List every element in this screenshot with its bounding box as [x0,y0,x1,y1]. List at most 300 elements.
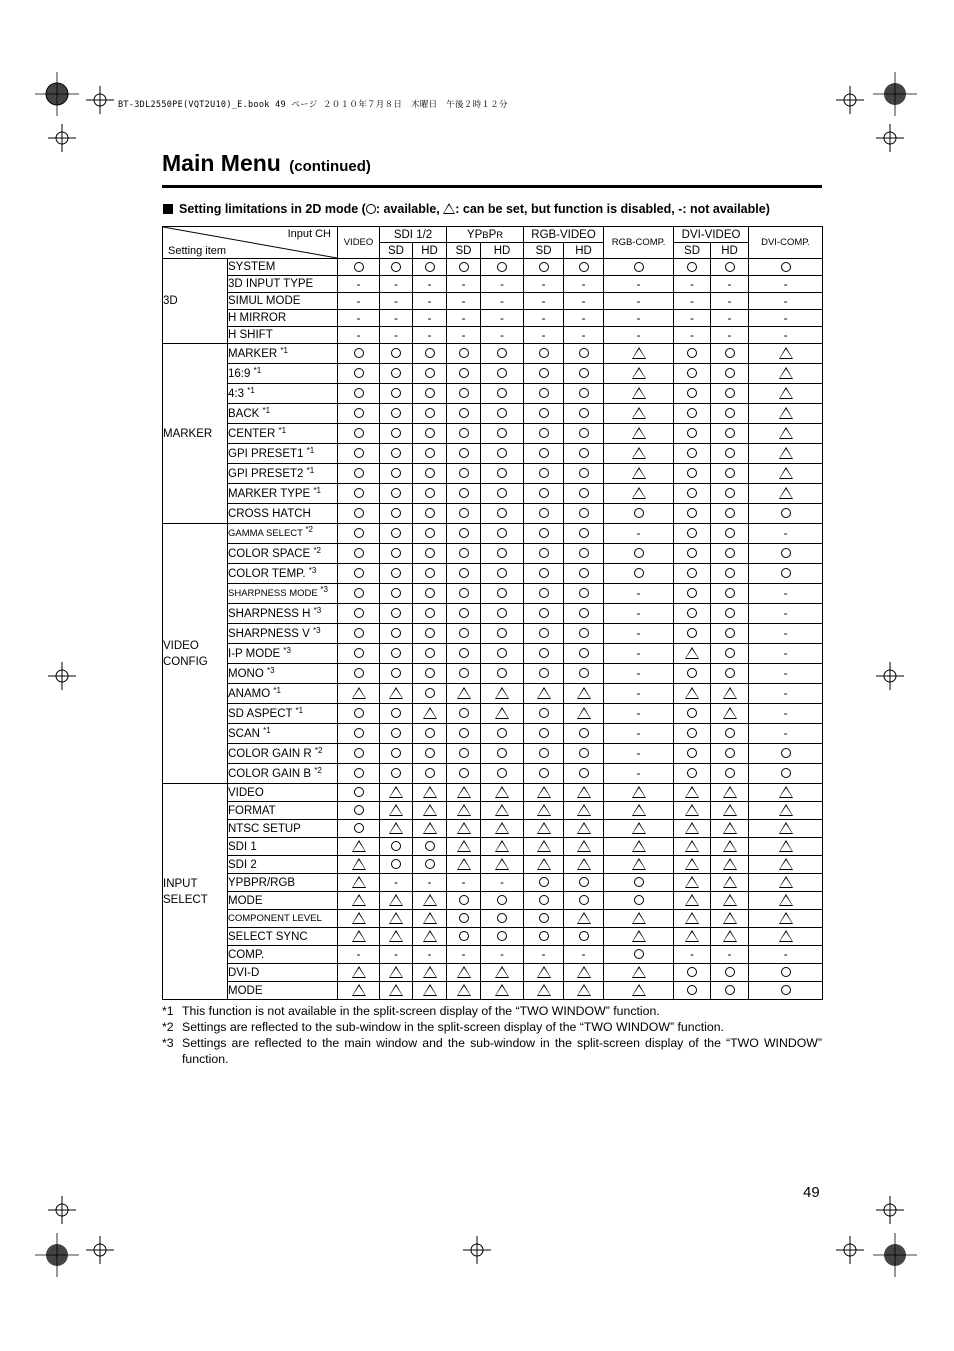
cell-value [447,820,481,838]
circle-available-icon [539,448,549,458]
cell-value [524,310,564,327]
group-label: VIDEO CONFIG [163,524,228,784]
cell-value [564,820,604,838]
circle-available-icon [579,668,589,678]
cell-value [413,964,447,982]
table-row [163,802,823,820]
not-available-dash: - [636,666,641,681]
cell-value [413,524,447,544]
table-row [163,293,823,310]
cell-value [524,982,564,1000]
cell-value [674,544,711,564]
circle-available-icon [425,388,435,398]
table-row [163,424,823,444]
circle-available-icon [497,448,507,458]
cell-value [447,504,481,524]
cell-value [749,327,823,344]
not-available-dash: - [783,947,788,962]
cell-value [564,364,604,384]
cell-value [564,784,604,802]
cell-value [674,664,711,684]
triangle-disabled-icon [389,687,403,699]
circle-available-icon [539,668,549,678]
cell-value [524,946,564,964]
cell-value [380,982,413,1000]
circle-available-icon [579,348,589,358]
cell-value [380,910,413,928]
circle-available-icon [725,728,735,738]
circle-available-icon [725,388,735,398]
setting-item-label: 4:3 [228,387,244,400]
cell-value [413,310,447,327]
cell-value [604,504,674,524]
setting-item-label: SDI 2 [228,858,257,871]
setting-item [228,964,338,982]
circle-available-icon [354,548,364,558]
cell-value [604,928,674,946]
circle-available-icon [354,262,364,272]
cell-value [447,784,481,802]
circle-available-icon [497,628,507,638]
circle-available-icon [391,428,401,438]
cell-value [413,444,447,464]
circle-available-icon [354,648,364,658]
not-available-dash: - [461,293,466,308]
circle-available-icon [391,262,401,272]
cell-value [711,644,749,664]
setting-item [228,464,338,484]
circle-available-icon [634,568,644,578]
cell-value [413,874,447,892]
not-available-dash: - [500,947,505,962]
circle-available-icon [579,568,589,578]
circle-available-icon [459,668,469,678]
cell-value [749,259,823,276]
crosshair-target-icon [48,1196,76,1224]
footnote-mark: *3 [162,1036,174,1050]
cell-value [524,504,564,524]
table-row [163,644,823,664]
cell-value [413,664,447,684]
triangle-disabled-icon [352,912,366,924]
sub-sd: SD [524,243,564,259]
setting-item [228,664,338,684]
triangle-disabled-icon [779,894,793,906]
cell-value [604,764,674,784]
crosshair-target-icon [48,124,76,152]
not-available-dash: - [783,706,788,721]
table-row [163,928,823,946]
cell-value [604,344,674,364]
circle-available-icon [725,967,735,977]
cell-value [711,744,749,764]
footnote-ref: *1 [295,705,304,715]
cell-value [749,293,823,310]
circle-available-icon [459,368,469,378]
cell-value [380,624,413,644]
cell-value [564,946,604,964]
triangle-disabled-icon [685,822,699,834]
setting-item-label: FORMAT [228,804,276,817]
cell-value [481,802,524,820]
title-rule [162,185,822,188]
not-available-dash: - [541,293,546,308]
cell-value [749,802,823,820]
cell-value [338,464,380,484]
cell-value [380,664,413,684]
footnote-ref: *1 [253,365,262,375]
cell-value [604,892,674,910]
table-row [163,892,823,910]
cell-value [447,524,481,544]
circle-available-icon [687,528,697,538]
setting-item-label: SD ASPECT [228,707,293,720]
cell-value [604,820,674,838]
cell-value [481,344,524,364]
setting-item [228,764,338,784]
cell-value [564,327,604,344]
cell-value [711,384,749,404]
table-row [163,982,823,1000]
cell-value [711,838,749,856]
triangle-disabled-icon [352,894,366,906]
cell-value [338,892,380,910]
triangle-disabled-icon [632,367,646,379]
circle-available-icon [687,368,697,378]
triangle-disabled-icon [685,786,699,798]
circle-available-icon [539,368,549,378]
cell-value [481,684,524,704]
circle-available-icon [425,508,435,518]
cell-value [413,344,447,364]
circle-available-icon [459,568,469,578]
cell-value [564,464,604,484]
cell-value [413,604,447,624]
not-available-dash: - [636,310,641,325]
setting-item [228,838,338,856]
triangle-disabled-icon [779,930,793,942]
cell-value [564,892,604,910]
footnote-ref: *2 [313,545,321,555]
triangle-disabled-icon [685,930,699,942]
triangle-disabled-icon [685,894,699,906]
circle-available-icon [459,448,469,458]
setting-item-label: GPI PRESET2 [228,467,304,480]
col-ypbpr [447,227,524,243]
circle-available-icon [459,508,469,518]
circle-available-icon [391,708,401,718]
cell-value [711,784,749,802]
cell-value [413,504,447,524]
cell-value [711,344,749,364]
cell-value [564,644,604,664]
footnote-ref: *3 [308,565,317,575]
circle-available-icon [781,768,791,778]
circle-available-icon [725,588,735,598]
not-available-dash: - [783,526,788,541]
cell-value [749,424,823,444]
circle-available-icon [425,548,435,558]
circle-available-icon [725,748,735,758]
table-row [163,584,823,604]
cell-value [604,724,674,744]
circle-available-icon [425,859,435,869]
circle-available-icon [459,348,469,358]
cell-value [413,544,447,564]
cell-value [674,684,711,704]
cell-value [674,293,711,310]
triangle-disabled-icon [632,387,646,399]
cell-value [338,327,380,344]
circle-available-icon [425,728,435,738]
cell-value [564,584,604,604]
circle-available-icon [497,468,507,478]
cell-value [481,604,524,624]
circle-available-icon [354,348,364,358]
not-available-dash: - [461,327,466,342]
triangle-disabled-icon [389,984,403,996]
cell-value [524,544,564,564]
triangle-disabled-icon [352,876,366,888]
cell-value [447,874,481,892]
triangle-disabled-icon [457,840,471,852]
circle-available-icon [687,428,697,438]
setting-item-label: NTSC SETUP [228,822,301,835]
triangle-disabled-icon [352,930,366,942]
table-row [163,964,823,982]
cell-value [524,364,564,384]
cell-value [711,892,749,910]
cell-value [524,874,564,892]
cell-value [711,327,749,344]
triangle-disabled-icon [389,786,403,798]
circle-available-icon [634,949,644,959]
triangle-disabled-icon [537,966,551,978]
triangle-disabled-icon [723,912,737,924]
triangle-disabled-icon [779,786,793,798]
not-available-dash: - [636,746,641,761]
cell-value [524,704,564,724]
cell-value [481,764,524,784]
triangle-disabled-icon [423,822,437,834]
crosshair-target-icon [876,1196,904,1224]
triangle-disabled-icon [779,822,793,834]
table-row [163,276,823,293]
print-job-header: BT-3DL2550PE(VQT2U10)_E.book 49 ページ ２０１０年７月８日 木曜日 午後２時１２分 [118,100,508,110]
not-available-dash: - [427,310,432,325]
circle-available-icon [579,768,589,778]
cell-value [711,624,749,644]
circle-available-icon [425,688,435,698]
circle-available-icon [725,408,735,418]
sub-hd: HD [481,243,524,259]
cell-value [711,910,749,928]
not-available-dash: - [356,327,361,342]
table-row [163,838,823,856]
setting-item-label: SYSTEM [228,261,276,273]
cell-value [604,424,674,444]
setting-item [228,504,338,524]
circle-available-icon [539,608,549,618]
not-available-dash: - [461,310,466,325]
cell-value [380,344,413,364]
triangle-disabled-icon [779,840,793,852]
circle-available-icon [497,428,507,438]
circle-available-icon [391,488,401,498]
triangle-disabled-icon [423,707,437,719]
cell-value [604,744,674,764]
circle-available-icon [725,548,735,558]
cell-value [711,276,749,293]
cell-value [564,724,604,744]
settings-table [162,226,823,1000]
circle-available-icon [354,388,364,398]
setting-item [228,874,338,892]
setting-item [228,724,338,744]
cell-value [380,404,413,424]
cell-value [604,604,674,624]
cell-value [413,910,447,928]
setting-item [228,544,338,564]
circle-available-icon [459,528,469,538]
crosshair-target-icon [876,662,904,690]
cell-value [413,764,447,784]
cell-value [338,874,380,892]
triangle-disabled-icon [423,894,437,906]
circle-available-icon [354,805,364,815]
circle-available-icon [391,468,401,478]
triangle-disabled-icon [495,707,509,719]
triangle-disabled-icon [537,858,551,870]
cell-value [338,544,380,564]
cell-value [604,644,674,664]
triangle-disabled-icon [577,984,591,996]
not-available-dash: - [394,327,398,342]
cell-value [674,524,711,544]
circle-available-icon [687,668,697,678]
cell-value [380,327,413,344]
cell-value [413,946,447,964]
circle-available-icon [634,262,644,272]
cell-value [749,820,823,838]
not-available-dash: - [394,310,398,325]
triangle-disabled-icon [352,966,366,978]
triangle-disabled-icon [779,427,793,439]
circle-available-icon [687,985,697,995]
footnote-ref: *3 [313,605,322,615]
circle-available-icon [354,448,364,458]
footnote-ref: *3 [313,625,321,635]
cell-value [604,464,674,484]
circle-available-icon [725,368,735,378]
cell-value [481,724,524,744]
cell-value [447,624,481,644]
cell-value [674,838,711,856]
cell-value [711,724,749,744]
setting-item-label: SDI 1 [228,840,257,853]
not-available-dash: - [541,276,546,291]
circle-available-icon [687,388,697,398]
cell-value [711,293,749,310]
circle-available-icon [725,528,735,538]
cell-value [481,293,524,310]
circle-available-icon [781,548,791,558]
cell-value [380,724,413,744]
cell-value [749,484,823,504]
cell-value [380,524,413,544]
table-row [163,464,823,484]
triangle-disabled-icon [723,786,737,798]
circle-available-icon [354,608,364,618]
cell-value [338,820,380,838]
setting-item-label: COLOR TEMP. [228,567,306,580]
circle-available-icon [687,768,697,778]
triangle-disabled-icon [495,822,509,834]
not-available-dash: - [727,293,732,308]
circle-available-icon [725,262,735,272]
cell-value [564,856,604,874]
cell-value [481,644,524,664]
footnote-ref: *2 [314,765,322,775]
cell-value [481,704,524,724]
cell-value [447,484,481,504]
table-row [163,664,823,684]
setting-item-label: I-P MODE [228,647,281,660]
cell-value [674,724,711,744]
circle-available-icon [725,648,735,658]
cell-value [481,424,524,444]
not-available-dash: - [727,276,732,291]
triangle-disabled-icon [723,930,737,942]
triangle-disabled-icon [537,804,551,816]
cell-value [481,964,524,982]
circle-available-icon [781,985,791,995]
sub-sd: SD [674,243,711,259]
cell-value [413,704,447,724]
triangle-disabled-icon [632,347,646,359]
not-available-dash: - [690,310,695,325]
circle-available-icon [687,967,697,977]
cell-value [524,293,564,310]
cell-value [604,624,674,644]
cell-value [481,910,524,928]
col-rgb-video: RGB-VIDEO [524,227,604,243]
cell-value [338,928,380,946]
triangle-disabled-icon [685,647,699,659]
cell-value [481,484,524,504]
cell-value [711,564,749,584]
circle-available-icon [391,841,401,851]
triangle-disabled-icon [632,912,646,924]
circle-available-icon [459,588,469,598]
cell-value [413,928,447,946]
circle-available-icon [497,368,507,378]
circle-available-icon [391,568,401,578]
circle-available-icon [687,748,697,758]
sub-sd: SD [380,243,413,259]
setting-item [228,910,338,928]
cell-value [338,684,380,704]
circle-available-icon [579,648,589,658]
circle-available-icon [725,508,735,518]
table-row [163,310,823,327]
setting-item [228,856,338,874]
cell-value [481,310,524,327]
footnote-ref: *1 [278,425,287,435]
circle-available-icon [425,608,435,618]
circle-available-icon [391,768,401,778]
cell-value [711,259,749,276]
